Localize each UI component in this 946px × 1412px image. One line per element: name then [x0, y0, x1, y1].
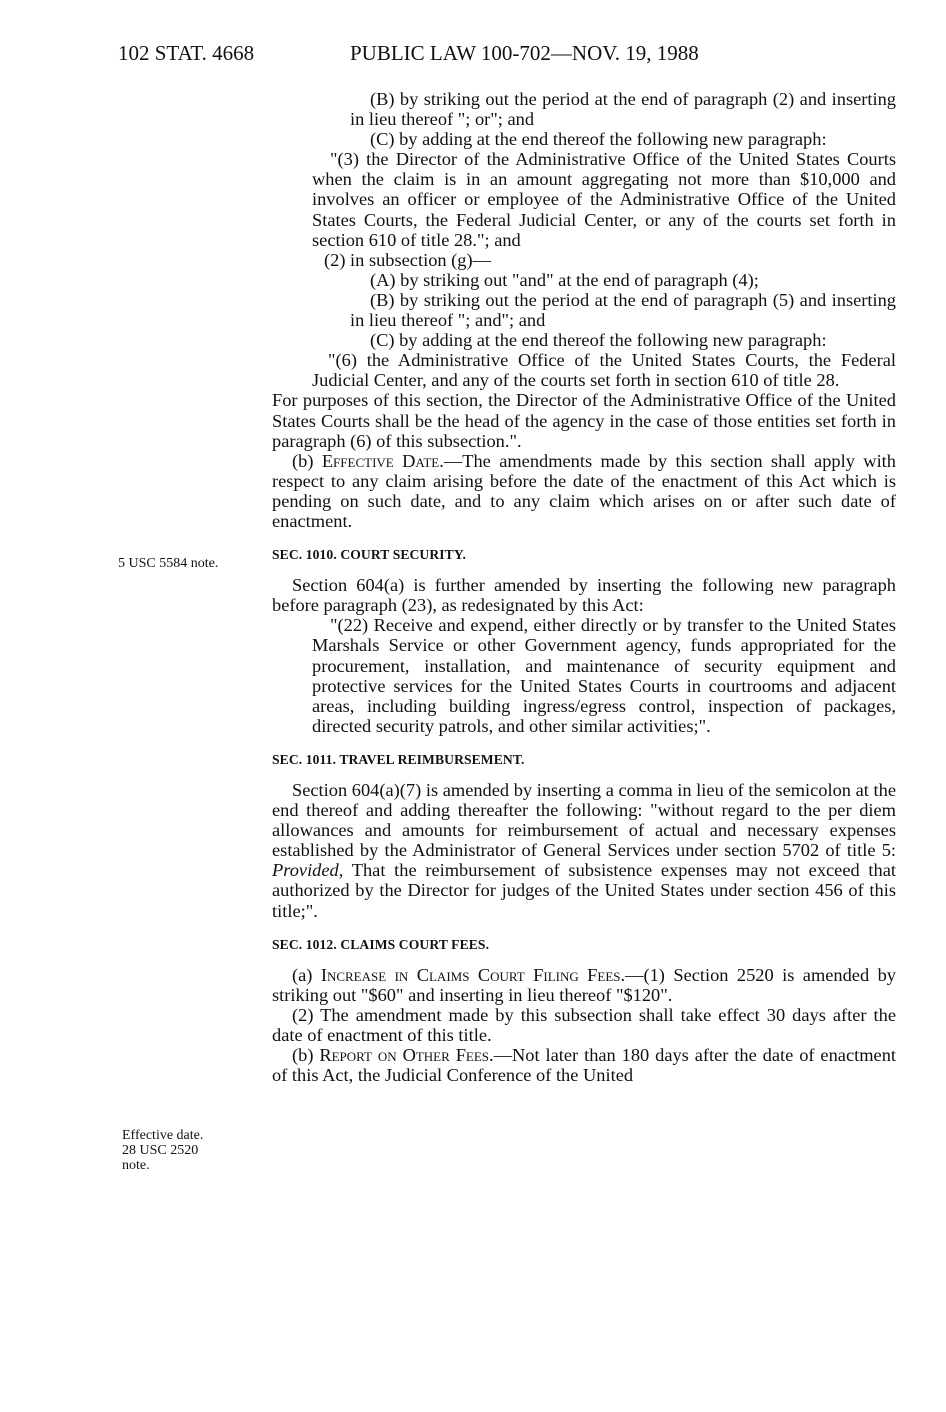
subsection-heading: Effective Date. — [321, 450, 444, 471]
subsection-heading: Increase in Claims Court Filing Fees. — [320, 964, 626, 985]
subsection-text: —Not later than 180 days after the date of enactment of this Act, the Judicial Conference of the United — [272, 1045, 896, 1086]
subsection-text: —The amendments made by this section shall apply with respect to any claim arising before the date of the enactment of this Act which is pending on such date, and to any claim which arises on or after such date of enactment. — [272, 450, 896, 531]
margin-note-usc-5584: 5 USC 5584 note. — [118, 556, 219, 571]
section-1011-text — [272, 780, 896, 921]
section-1012-heading: SEC. 1012. CLAIMS COURT FEES. — [272, 936, 490, 952]
page-header — [0, 40, 946, 70]
section-1011-text-part-1: Section 604(a)(7) is amended by inserting a comma in lieu of the semicolon at the end thereof and adding thereafter the following: "without regard to the per diem allowances and amounts for reimbursement of actual and necessary expenses established by the Administrator of General Services under section 5702 of title 5: — [272, 780, 896, 861]
subsection-heading: Report on Other Fees. — [319, 1045, 494, 1066]
subsection-label: (b) — [292, 450, 322, 471]
paragraph-b-effective-date — [272, 451, 896, 531]
paragraph-c-add-new: (C) by adding at the end thereof the following new paragraph: — [370, 129, 827, 150]
section-1010-heading: SEC. 1010. COURT SECURITY. — [272, 547, 466, 563]
paragraph-b-strike-period: (B) by striking out the period at the end of paragraph (2) and inserting in lieu thereof "; or"; and — [350, 89, 896, 130]
paragraph-2-amendment-effect: (2) The amendment made by this subsection shall take effect 30 days after the date of enactment of this title. — [272, 1004, 896, 1046]
quoted-paragraph-22: "(22) Receive and expend, either directly or by transfer to the United States Marshals Service or other Government agency, funds appropriated for the procurement, installation, and maintenance of security equipment and protective services for the United States Courts in courtrooms and adjacent areas, including building ingress/egress control, inspection of packages, directed security patrols, and other similar activities;". — [312, 615, 896, 736]
section-1010-text: Section 604(a) is further amended by inserting the following new paragraph before paragraph (23), as redesignated by this Act: — [272, 575, 896, 616]
public-law-reference: PUBLIC LAW 100-702—NOV. 19, 1988 — [350, 41, 699, 65]
paragraph-b-report-other-fees — [272, 1045, 896, 1085]
section-1011-heading: SEC. 1011. TRAVEL REIMBURSEMENT. — [272, 751, 525, 767]
margin-note-effective-date: Effective date. 28 USC 2520 note. — [122, 1128, 204, 1173]
subsection-text: —(1) Section 2520 is amended by striking out "$60" and inserting in lieu thereof "$120". — [272, 964, 896, 1005]
paragraph-c-add-new-2: (C) by adding at the end thereof the following new paragraph: — [370, 330, 827, 351]
quoted-paragraph-3: "(3) the Director of the Administrative Office of the United States Courts when the claim is in an amount aggregating not more than $10,000 and involves an officer or employee of the Administrative Office of the United States Courts, the Federal Judicial Center, or any of the courts set forth in section 610 of title 28."; and — [312, 149, 896, 250]
paragraph-b-strike-period-5: (B) by striking out the period at the end of paragraph (5) and inserting in lieu thereof "; and"; and — [350, 289, 896, 331]
paragraph-2-subsection-g: (2) in subsection (g)— — [324, 249, 492, 270]
quoted-paragraph-6: "(6) the Administrative Office of the United States Courts, the Federal Judicial Center, and any of the courts set forth in section 610 of title 28. — [312, 350, 896, 391]
section-1011-text-part-2: That the reimbursement of subsistence expenses may not exceed that authorized by the Director for judges of the United States under section 456 of this title;". — [272, 860, 896, 921]
statute-page-reference: 102 STAT. 4668 — [118, 41, 255, 65]
paragraph-for-purposes: For purposes of this section, the Director of the Administrative Office of the United States Courts shall be the head of the agency in the case of those entities set forth in paragraph (6) of this subsection.". — [272, 390, 896, 451]
subsection-label: (a) — [292, 964, 321, 985]
subsection-label: (b) — [292, 1045, 320, 1066]
paragraph-a-filing-fees — [272, 965, 896, 1005]
paragraph-a-strike-and: (A) by striking out "and" at the end of paragraph (4); — [370, 269, 759, 290]
provided-italic: Provided, — [272, 860, 344, 881]
document-body — [272, 89, 896, 1085]
